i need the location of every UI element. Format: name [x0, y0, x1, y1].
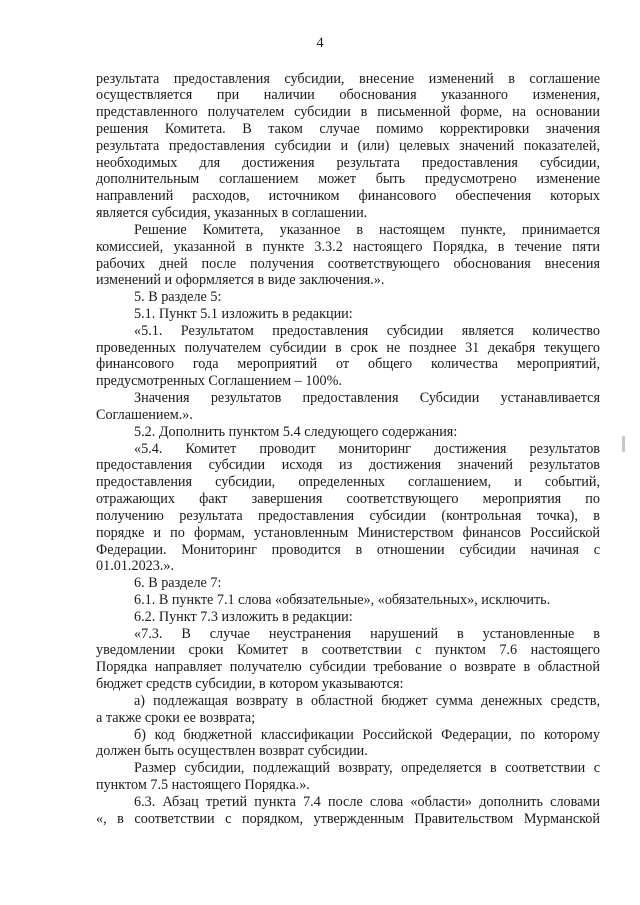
text-line: финансового года мероприятий от общего количества мероприятий, [96, 356, 600, 373]
text-line: а) подлежащая возврату в областной бюджет сумма денежных средств, [134, 692, 600, 709]
text-line: 01.01.2023.». [96, 558, 175, 575]
text-line: 5.2. Дополнить пунктом 5.4 следующего содержания: [134, 423, 458, 440]
text-line: 6.3. Абзац третий пункта 7.4 после слова «области» дополнить словами [134, 793, 600, 810]
text-line: предоставления субсидии, определенных соглашением, и событий, [96, 474, 600, 491]
text-line: 6.2. Пункт 7.3 изложить в редакции: [134, 608, 353, 625]
text-line: является субсидия, указанных в соглашении. [96, 205, 368, 222]
text-line: результата предоставления субсидии, внесение изменений в соглашение [96, 70, 600, 87]
text-line: Размер субсидии, подлежащий возврату, определяется в соответствии с [134, 760, 600, 777]
text-line: решения Комитета. В таком случае помимо корректировки значения [96, 121, 600, 137]
text-line: пунктом 7.5 настоящего Порядка.». [96, 776, 310, 793]
text-line: необходимых для достижения результата предоставления субсидии, [96, 154, 600, 171]
text-line: Значения результатов предоставления Субсидии устанавливается [134, 390, 600, 407]
text-line: порядке и по формам, установленным Министерством финансов Российской [96, 524, 600, 541]
text-line: уведомлении сроки Комитет в соответствии с пунктом 7.6 настоящего [96, 642, 600, 659]
text-line: осуществляется при наличии обоснования указанного изменения, [96, 87, 600, 104]
text-line: «5.4. Комитет проводит мониторинг достижения результатов [134, 440, 600, 457]
text-line: представленного получателем субсидии в письменной форме, на основании [96, 104, 600, 121]
text-line: бюджет средств субсидии, в котором указываются: [96, 676, 404, 692]
text-line: предусмотренных Соглашением – 100%. [96, 373, 342, 390]
text-line: Решение Комитета, указанное в настоящем пункте, принимается [134, 221, 600, 238]
text-line: «7.3. В случае неустранения нарушений в установленные в [134, 625, 600, 642]
text-line: 5.1. Пункт 5.1 изложить в редакции: [134, 306, 353, 322]
text-line: должен быть осуществлен возврат субсидии. [96, 743, 368, 760]
text-line: а также сроки ее возврата; [96, 709, 256, 726]
text-line: рабочих дней после получения соответствующего обоснования внесения [96, 255, 600, 272]
text-line: 6.1. В пункте 7.1 слова «обязательные», «обязательных», исключить. [134, 591, 551, 608]
text-line: 5. В разделе 5: [134, 289, 222, 306]
text-line: Федерации. Мониторинг проводится в отношении субсидии начиная с [96, 541, 600, 558]
page-number: 4 [316, 35, 324, 51]
text-line: получению результата предоставления субсидии (контрольная точка), в [96, 507, 600, 524]
text-line: «5.1. Результатом предоставления субсидии является количество [134, 322, 600, 339]
text-line: проведенных получателем субсидии в срок не позднее 31 декабря текущего [96, 339, 600, 356]
margin-mark [622, 436, 625, 452]
text-line: результата предоставления субсидии и (или) целевых значений показателей, [96, 137, 600, 154]
text-line: направлений расходов, источником финансового обеспечения которых [96, 188, 600, 205]
text-line: «, в соответствии с порядком, утвержденным Правительством Мурманской [96, 810, 600, 827]
text-line: предоставления субсидии исходя из достижения значений результатов [96, 457, 600, 474]
text-line: б) код бюджетной классификации Российской Федерации, по которому [134, 726, 600, 743]
text-line: изменений и оформляется в виде заключения.». [96, 272, 385, 289]
text-line: дополнительным соглашением может быть предусмотрено изменение [96, 171, 600, 188]
text-line: Соглашением.». [96, 406, 193, 423]
text-line: отражающих факт завершения соответствующего мероприятия по [96, 491, 600, 507]
text-line: 6. В разделе 7: [134, 575, 222, 592]
text-line: Порядка направляет получателю субсидии требование о возврате в областной [96, 659, 600, 676]
text-line: комиссией, указанной в пункте 3.3.2 настоящего Порядка, в течение пяти [96, 238, 600, 255]
